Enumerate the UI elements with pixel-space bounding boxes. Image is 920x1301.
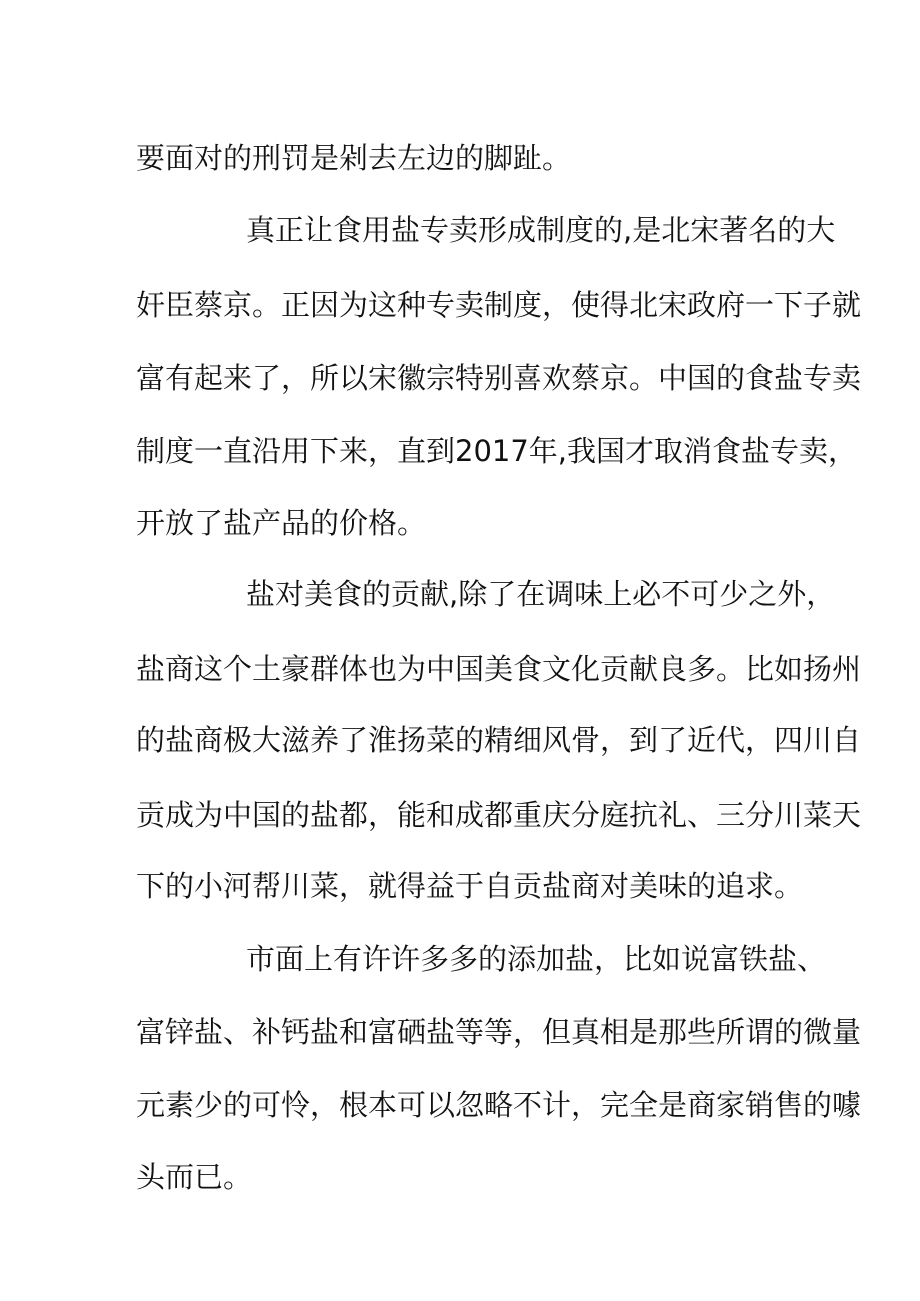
paragraph-3-line-4: 贡成为中国的盐都，能和成都重庆分庭抗礼、三分川菜天 xyxy=(136,798,862,832)
paragraph-4-line-1: 市面上有许许多多的添加盐，比如说富铁盐、 xyxy=(246,942,827,976)
paragraph-3-line-1: 盐对美食的贡献,除了在调味上必不可少之外， xyxy=(246,577,836,611)
paragraph-2-line-1: 真正让食用盐专卖形成制度的,是北宋著名的大 xyxy=(246,213,836,247)
paragraph-3-line-3: 的盐商极大滋养了淮扬菜的精细风骨，到了近代，四川自 xyxy=(136,723,862,757)
paragraph-2-line-5: 开放了盐产品的价格。 xyxy=(136,506,427,540)
paragraph-2-line-3: 富有起来了，所以宋徽宗特别喜欢蔡京。中国的食盐专卖 xyxy=(136,361,862,395)
paragraph-2-line-4: 制度一直沿用下来，直到2017年,我国才取消食盐专卖， xyxy=(136,434,858,468)
paragraph-4-line-4: 头而已。 xyxy=(136,1160,253,1194)
paragraph-4-line-3: 元素少的可怜，根本可以忽略不计，完全是商家销售的噱 xyxy=(136,1088,862,1122)
paragraph-2-line-2: 奸臣蔡京。正因为这种专卖制度，使得北宋政府一下子就 xyxy=(136,288,862,322)
paragraph-3-line-2: 盐商这个土豪群体也为中国美食文化贡献良多。比如扬州 xyxy=(136,652,862,686)
paragraph-1-line-1: 要面对的刑罚是剁去左边的脚趾。 xyxy=(136,141,572,175)
paragraph-4-line-2: 富锌盐、补钙盐和富硒盐等等，但真相是那些所谓的微量 xyxy=(136,1015,862,1049)
paragraph-3-line-5: 下的小河帮川菜，就得益于自贡盐商对美味的追求。 xyxy=(136,869,804,903)
